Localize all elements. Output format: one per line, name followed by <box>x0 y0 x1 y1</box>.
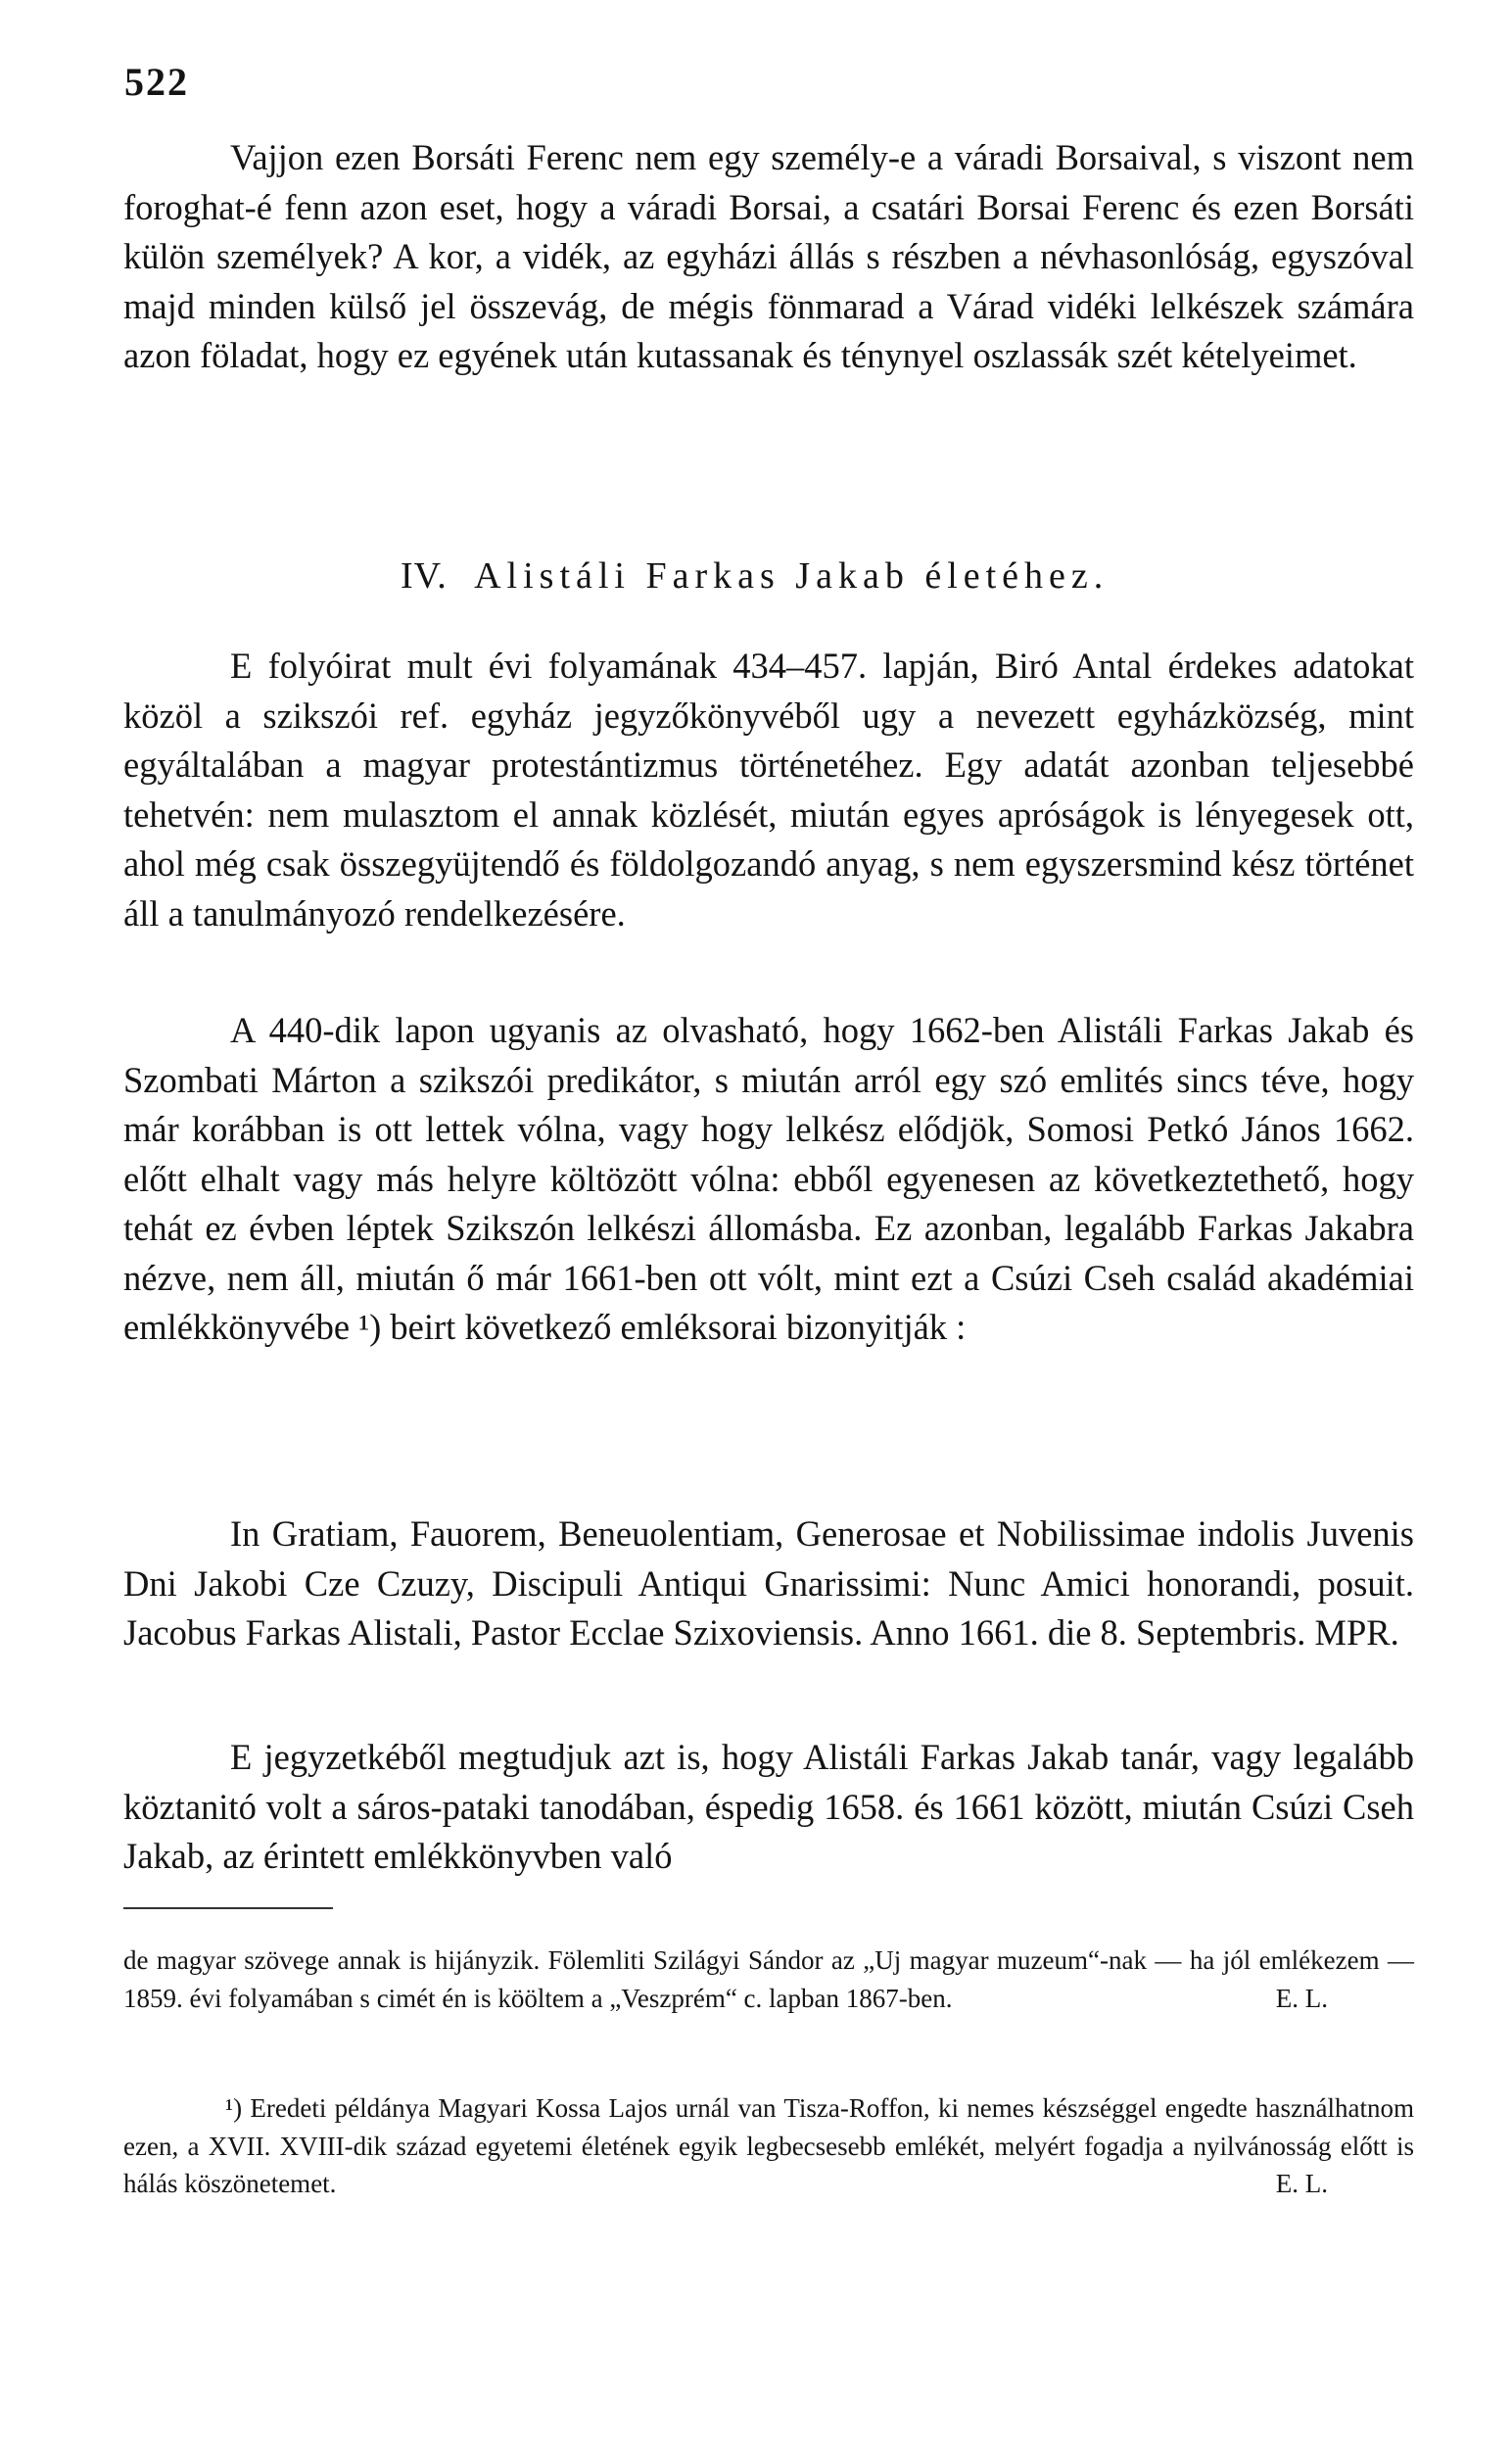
section-number: IV. <box>401 555 448 597</box>
footnote-signature: E. L. <box>1275 1983 1328 2013</box>
footnote-continuation <box>123 1942 1414 2017</box>
text-block-analysis <box>123 1006 1414 1353</box>
section-title: Alistáli Farkas Jakab életéhez. <box>474 555 1110 597</box>
paragraph: A 440-dik lapon ugyanis az olvasható, hogy 1662-ben Alistáli Farkas Jakab és Szombati Márton a szikszói predikátor, s miután arról egy szó emlités sincs téve, hogy már korábban is ott lettek vólna, vagy hogy lelkész elődjök, Somosi Petkó János 1662. előtt elhalt vagy más helyre költözött vólna: ebből egyenesen az következtethető, hogy tehát ez évben léptek Szikszón lelkészi állomásba. Ez azonban, legalább Farkas Jakabra nézve, nem áll, miután ő már 1661-ben ott vólt, mint ezt a Csúzi Cseh család akadémiai emlékkönyvébe ¹) beirt következő emléksorai bizonyitják : <box>123 1010 1414 1347</box>
latin-quote: In Gratiam, Fauorem, Beneuolentiam, Generosae et Nobilissimae indolis Juvenis Dni Jakobi Cze Czuzy, Discipuli Antiqui Gnarissimi: Nunc Amici honorandi, posuit. Jacobus Farkas Alistali, Pastor Ecclae Szixoviensis. Anno 1661. die 8. Septembris. MPR. <box>123 1513 1414 1653</box>
text-block-intro <box>123 133 1414 381</box>
footnote-1 <box>123 2089 1414 2203</box>
footnote-divider <box>123 1907 333 1909</box>
text-block-section-opening <box>123 642 1414 938</box>
text-block-conclusion <box>123 1733 1414 1882</box>
section-heading <box>401 554 1109 598</box>
footnote-signature: E. L. <box>1275 2169 1328 2198</box>
paragraph: E folyóirat mult évi folyamának 434–457. lapján, Biró Antal érdekes adatokat közöl a szikszói ref. egyház jegyzőkönyvéből ugy a nevezett egyházközség, mint egyáltalában a magyar protestántizmus történetéhez. Egy adatát azonban teljesebbé tehetvén: nem mulasztom el annak közlését, miután egyes apróságok is lényegesek ott, ahol még csak összegyüjtendő és földolgozandó anyag, s nem egyszersmind kész történet áll a tanulmányozó rendelkezésére. <box>123 646 1414 934</box>
text-block-latin-inscription <box>123 1510 1414 1658</box>
page-number: 522 <box>124 60 189 104</box>
footnote-text: de magyar szövege annak is hijányzik. Fölemliti Szilágyi Sándor az „Uj magyar muzeum“-nak — ha jól emlékezem — 1859. évi folyamában s cimét én is kööltem a „Veszprém“ c. lapban 1867-ben. <box>123 1945 1414 2013</box>
footnote-text: ¹) Eredeti példánya Magyari Kossa Lajos urnál van Tisza-Roffon, ki nemes készséggel engedte használhatnom ezen, a XVII. XVIII-dik század egyetemi életének egyik legbecsesebb emlékét, melyért fogadja a nyilvánosság előtt is hálás köszönetemet. <box>123 2093 1414 2198</box>
paragraph: Vajjon ezen Borsáti Ferenc nem egy személy-e a váradi Borsaival, s viszont nem foroghat-é fenn azon eset, hogy a váradi Borsai, a csatári Borsai Ferenc és ezen Borsáti külön személyek? A kor, a vidék, az egyházi állás s részben a névhasonlóság, egyszóval majd minden külső jel összevág, de mégis fönmarad a Várad vidéki lelkészek számára azon föladat, hogy ez egyének után kutassanak és ténynyel oszlassák szét kételyeimet. <box>123 137 1414 375</box>
paragraph: E jegyzetkéből megtudjuk azt is, hogy Alistáli Farkas Jakab tanár, vagy legalább köztanitó volt a sáros-pataki tanodában, éspedig 1658. és 1661 között, miután Csúzi Cseh Jakab, az érintett emlékkönyvben való <box>123 1737 1414 1876</box>
